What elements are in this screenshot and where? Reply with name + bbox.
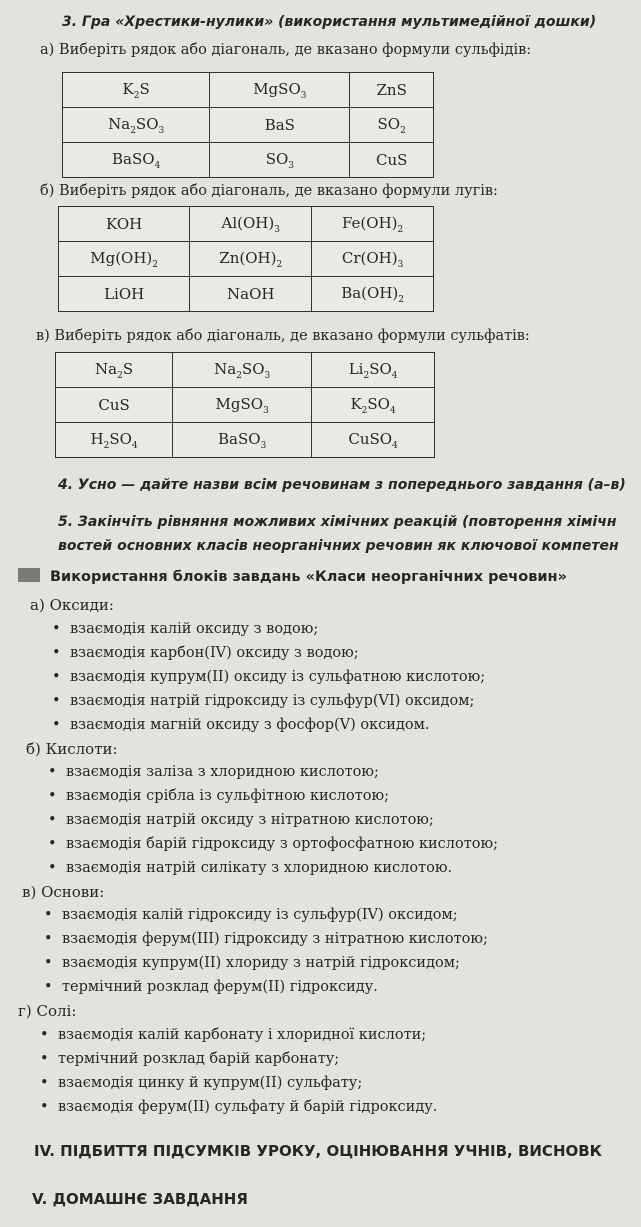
formula-cell: $Na_2SO_3$ — [173, 353, 312, 388]
grid-sulfates — [55, 352, 435, 458]
list-item: • взаємодія барій гідроксиду з ортофосфатною кислотою; — [48, 836, 498, 852]
list-item: • взаємодія калій гідроксиду із сульфур(IV) оксидом; — [44, 907, 458, 923]
list-item: • взаємодія купрум(II) хлориду з натрій гідроксидом; — [44, 955, 460, 971]
formula-cell: MgSO$_3$ — [173, 388, 312, 423]
task5-line1: 5. Закінчіть рівняння можливих хімічних реакцій (повторення хімічн — [58, 514, 617, 530]
formula-cell: $K_2S$ — [63, 73, 210, 108]
grid-sulfides — [62, 72, 434, 178]
bullet-icon: • — [44, 979, 53, 995]
list-item: • взаємодія купрум(II) оксиду із сульфатною кислотою; — [52, 669, 486, 685]
grid-alkalis — [58, 206, 434, 312]
bullet-icon: • — [44, 955, 53, 971]
bullet-icon: • — [44, 931, 53, 947]
blocks-title — [18, 568, 567, 585]
formula-cell: $H_2SO_4$ — [56, 423, 173, 458]
formula-cell: $SO_2$ — [350, 108, 434, 143]
list-item: • взаємодія магній оксиду з фосфор(V) оксидом. — [52, 717, 430, 733]
list-item: • взаємодія цинку й купрум(II) сульфату; — [40, 1075, 363, 1091]
bullet-icon: • — [48, 764, 57, 780]
group-label-acids: б) Кислоти: — [26, 740, 118, 758]
formula-cell: BaSO$_4$ — [63, 143, 210, 178]
list-item: • взаємодія натрій гідроксиду із сульфур(VI) оксидом; — [52, 693, 475, 709]
table-row — [59, 242, 434, 277]
list-item: • взаємодія натрій оксиду з нітратною кислотою; — [48, 812, 434, 828]
list-item: • взаємодія калій карбонату і хлоридної кислоти; — [40, 1027, 427, 1043]
formula-cell: $Na_2SO_3$ — [63, 108, 210, 143]
table-row — [56, 353, 435, 388]
group-label-salts: г) Солі: — [18, 1002, 77, 1020]
formula-cell: BaSO$_3$ — [173, 423, 312, 458]
square-marker-icon — [18, 568, 40, 582]
formula-cell: CuS — [350, 143, 434, 178]
blocks-title-text: Використання блоків завдань «Класи неорганічних речовин» — [50, 569, 567, 585]
bullet-icon: • — [52, 645, 61, 661]
task3c-label: в) Виберіть рядок або діагональ, де вказано формули сульфатів: — [36, 328, 530, 344]
bullet-icon: • — [40, 1051, 49, 1067]
group-label-bases: в) Основи: — [22, 883, 105, 901]
table-row — [63, 73, 434, 108]
table-row — [56, 423, 435, 458]
task3a-label: а) Виберіть рядок або діагональ, де вказано формули сульфідів: — [40, 42, 532, 58]
list-item: • взаємодія ферум(II) сульфату й барій гідроксиду. — [40, 1099, 438, 1115]
table-row — [59, 277, 434, 312]
bullet-icon: • — [52, 693, 61, 709]
formula-cell: ZnS — [350, 73, 434, 108]
formula-cell: MgSO$_3$ — [210, 73, 350, 108]
formula-cell: $K_2SO_4$ — [312, 388, 435, 423]
bullet-icon: • — [48, 812, 57, 828]
formula-cell: $Al(OH)_3$ — [190, 207, 312, 242]
list-item: • взаємодія карбон(IV) оксиду з водою; — [52, 645, 359, 661]
task4-text: 4. Усно — дайте назви всім речовинам з попереднього завдання (а–в) — [58, 477, 626, 493]
formula-cell: $Zn(OH)_2$ — [190, 242, 312, 277]
bullet-icon: • — [52, 717, 61, 733]
table-row — [63, 108, 434, 143]
table-row — [63, 143, 434, 178]
formula-cell: CuS — [56, 388, 173, 423]
formula-cell: $Li_2SO_4$ — [312, 353, 435, 388]
list-item: • взаємодія ферум(III) гідроксиду з нітратною кислотою; — [44, 931, 488, 947]
bullet-icon: • — [40, 1027, 49, 1043]
formula-cell: $SO_3$ — [210, 143, 350, 178]
formula-cell: $Mg(OH)_2$ — [59, 242, 190, 277]
formula-cell: $Ba(OH)_2$ — [312, 277, 434, 312]
task3b-label: б) Виберіть рядок або діагональ, де вказано формули лугів: — [40, 183, 498, 199]
bullet-icon: • — [52, 621, 61, 637]
formula-cell: $Cr(OH)_3$ — [312, 242, 434, 277]
bullet-icon: • — [40, 1099, 49, 1115]
bullet-icon: • — [52, 669, 61, 685]
list-item: • взаємодія натрій силікату з хлоридною кислотою. — [48, 860, 453, 876]
bullet-icon: • — [44, 907, 53, 923]
bullet-icon: • — [48, 788, 57, 804]
list-item: • взаємодія калій оксиду з водою; — [52, 621, 319, 637]
bullet-icon: • — [48, 836, 57, 852]
table-row — [56, 388, 435, 423]
formula-cell: CuSO$_4$ — [312, 423, 435, 458]
section-5-heading: V. ДОМАШНЄ ЗАВДАННЯ — [32, 1190, 248, 1208]
table-row — [59, 207, 434, 242]
list-item: • термічний розклад барій карбонату; — [40, 1051, 340, 1067]
bullet-icon: • — [40, 1075, 49, 1091]
formula-cell: LiOH — [59, 277, 190, 312]
task3-title: 3. Гра «Хрестики-нулики» (використання мультимедійної дошки) — [62, 14, 597, 30]
formula-cell: NaOH — [190, 277, 312, 312]
list-item: • термічний розклад ферум(II) гідроксиду. — [44, 979, 378, 995]
list-item: • взаємодія срібла із сульфітною кислотою; — [48, 788, 390, 804]
formula-cell: $Fe(OH)_2$ — [312, 207, 434, 242]
task5-line2: востей основних класів неорганічних речовин як ключової компетен — [58, 538, 619, 554]
bullet-icon: • — [48, 860, 57, 876]
formula-cell: BaS — [210, 108, 350, 143]
formula-cell: KOH — [59, 207, 190, 242]
section-4-heading: IV. ПІДБИТТЯ ПІДСУМКІВ УРОКУ, ОЦІНЮВАННЯ УЧНІВ, ВИСНОВК — [34, 1142, 602, 1160]
group-label-oxides: а) Оксиди: — [30, 596, 114, 614]
list-item: • взаємодія заліза з хлоридною кислотою; — [48, 764, 379, 780]
formula-cell: $Na_2S$ — [56, 353, 173, 388]
